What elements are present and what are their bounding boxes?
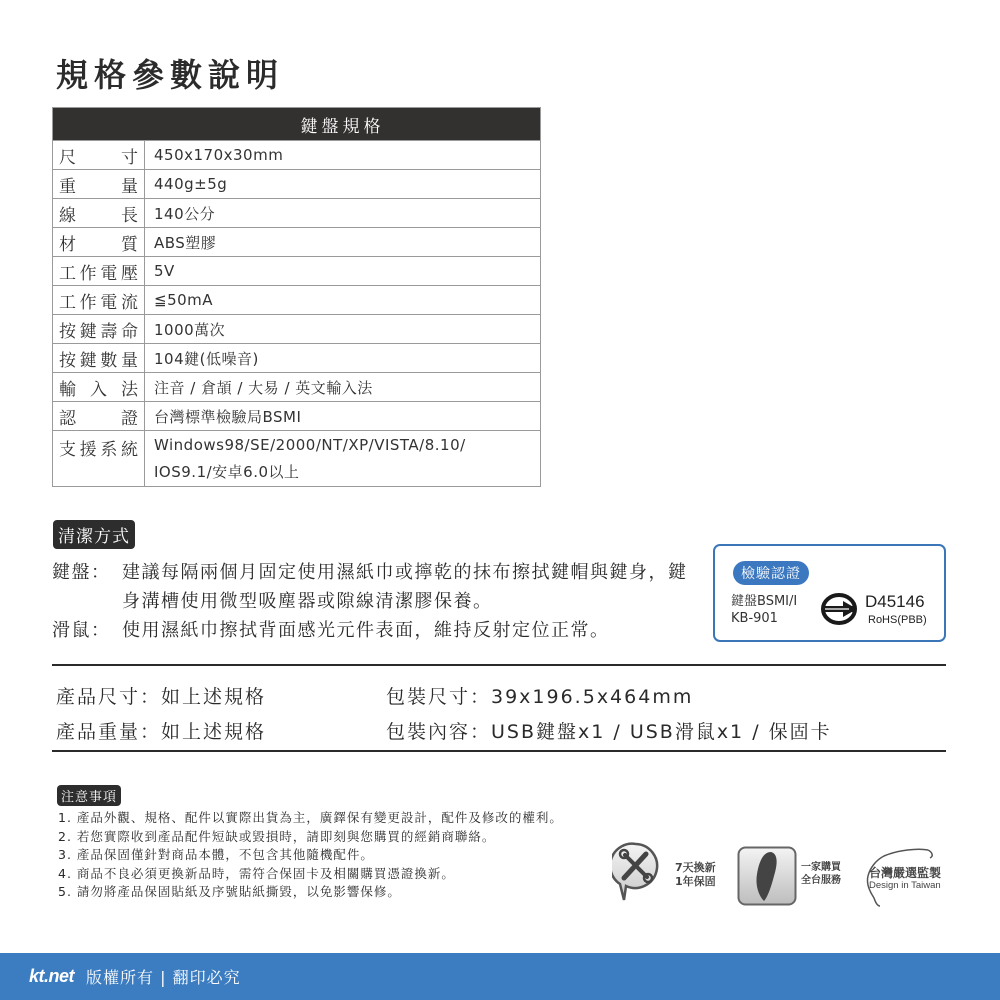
spec-value: 注音 / 倉頡 / 大易 / 英文輸入法: [145, 373, 541, 402]
cleaning-instructions: [52, 558, 702, 645]
divider: [52, 664, 946, 666]
cleaning-item-mouse: [52, 616, 702, 645]
list-item: 4. 商品不良必須更換新品時，需符合保固卡及相關購買憑證換新。: [58, 865, 455, 881]
list-item: 5. 請勿將產品保固貼紙及序號貼紙撕毀，以免影響保修。: [58, 884, 401, 899]
spec-value: 1000萬次: [145, 315, 541, 344]
certification-tag: 檢驗認證: [733, 561, 809, 585]
notes-section-tag: 注意事項: [57, 785, 121, 806]
footer-bar: [0, 953, 1000, 1000]
warranty-badge-text: [675, 861, 716, 889]
badge-line: 全台服務: [801, 875, 841, 886]
taiwan-badge-subtitle: Design in Taiwan: [869, 880, 941, 891]
cleaning-section-tag: 清潔方式: [53, 520, 135, 549]
badge-line: 一家購買: [801, 862, 841, 873]
spec-table-header: 鍵盤規格: [53, 108, 541, 141]
table-row: [53, 373, 541, 402]
package-contents: 包裝內容：USB鍵盤x1 / USB滑鼠x1 / 保固卡: [386, 721, 832, 743]
spec-value: ABS塑膠: [145, 228, 541, 257]
cleaning-text: 建議每隔兩個月固定使用濕紙巾或擰乾的抹布擦拭鍵帽與鍵身，鍵身溝槽使用微型吸塵器或隙線清潔膠保養。: [122, 562, 688, 612]
table-row: [53, 431, 541, 487]
product-info: [56, 678, 946, 748]
certification-model-line: 鍵盤BSMI/I: [731, 594, 798, 609]
product-weight: 產品重量：如上述規格: [56, 721, 267, 743]
table-row: [53, 141, 541, 170]
keyboard-spec-table: [52, 107, 541, 487]
list-item: 1. 產品外觀、規格、配件以實際出貨為主，廣鐸保有變更設計，配件及修改的權利。: [58, 810, 563, 825]
spec-value: 440g±5g: [145, 170, 541, 199]
table-row: [53, 170, 541, 199]
spec-value: 104鍵(低噪音): [145, 344, 541, 373]
table-row: [53, 402, 541, 431]
bsmi-mark-icon: [819, 592, 859, 626]
spec-label: 輸入法: [53, 373, 145, 402]
spec-label: 按鍵壽命: [53, 315, 145, 344]
spec-value: ≦50mA: [145, 286, 541, 315]
brand-logo: kt.net: [29, 966, 75, 986]
certification-box: [713, 544, 946, 642]
notes-list: [58, 809, 563, 902]
spec-label: 工作電壓: [53, 257, 145, 286]
badge-line: 1年保固: [675, 875, 716, 888]
table-row: [53, 344, 541, 373]
cleaning-key: 滑鼠：: [52, 620, 111, 641]
package-size: 包裝尺寸：39x196.5x464mm: [386, 686, 694, 708]
table-row: [53, 315, 541, 344]
taiwan-service-icon: [737, 846, 797, 906]
taiwan-badge-title: 台灣嚴選監製: [869, 866, 942, 880]
certification-code: D45146: [865, 592, 925, 611]
list-item: 2. 若您實際收到產品配件短缺或毀損時，請即刻與您購買的經銷商聯絡。: [58, 828, 496, 844]
divider: [52, 750, 946, 752]
rohs-label: RoHS(PBB): [868, 614, 927, 626]
spec-value: 450x170x30mm: [145, 141, 541, 170]
certification-model: [731, 593, 797, 627]
service-badge-text: [801, 861, 841, 887]
list-item: 3. 產品保固僅針對商品本體，不包含其他隨機配件。: [58, 847, 374, 862]
spec-label: 工作電流: [53, 286, 145, 315]
spec-value: 台灣標準檢驗局BSMI: [145, 402, 541, 431]
cleaning-item-keyboard: [52, 558, 702, 616]
table-row: [53, 257, 541, 286]
table-row: [53, 199, 541, 228]
table-row: [53, 286, 541, 315]
spec-value: 140公分: [145, 199, 541, 228]
badge-line: 7天換新: [675, 861, 716, 874]
spec-label: 尺寸: [53, 141, 145, 170]
spec-label: 按鍵數量: [53, 344, 145, 373]
copyright-text: 版權所有 | 翻印必究: [86, 968, 241, 987]
spec-label: 材質: [53, 228, 145, 257]
spec-value-line: Windows98/SE/2000/NT/XP/VISTA/8.10/: [154, 435, 466, 454]
cleaning-key: 鍵盤：: [52, 562, 111, 583]
spec-value-line: IOS9.1/安卓6.0以上: [154, 462, 300, 481]
tools-warranty-icon: [612, 838, 660, 910]
table-row: [53, 228, 541, 257]
page-title: 規格參數說明: [56, 56, 285, 94]
cleaning-text: 使用濕紙巾擦拭背面感光元件表面，維持反射定位正常。: [122, 620, 610, 641]
spec-label: 認證: [53, 402, 145, 431]
spec-label: 重量: [53, 170, 145, 199]
spec-value: [145, 431, 541, 487]
spec-label: 支援系統: [53, 431, 145, 487]
spec-label: 線長: [53, 199, 145, 228]
certification-model-line: KB-901: [731, 611, 778, 626]
product-size: 產品尺寸：如上述規格: [56, 686, 267, 708]
spec-value: 5V: [145, 257, 541, 286]
